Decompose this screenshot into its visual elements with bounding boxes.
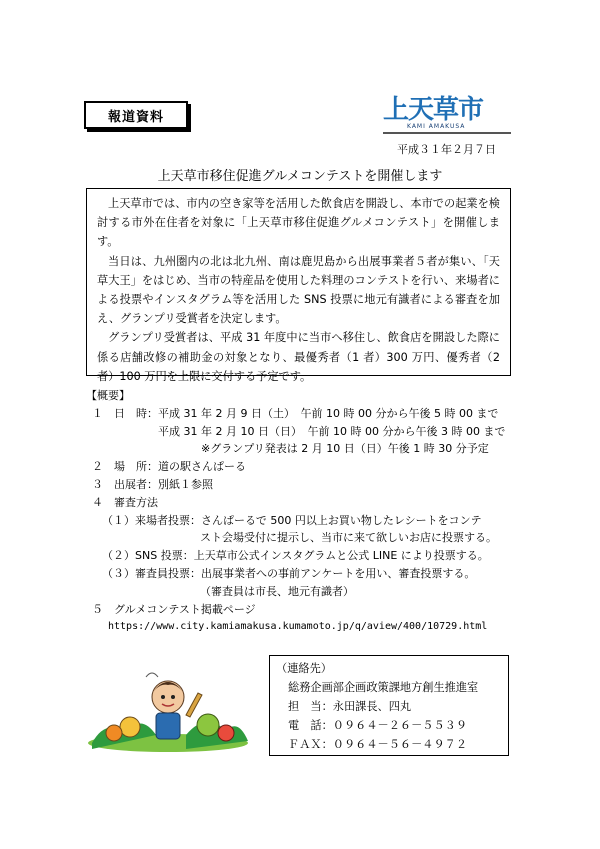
date-line-2: 平成 31 年 2 月 10 日（日） 午前 10 時 00 分から午後 3 時 00 まで: [158, 424, 506, 438]
judging-item-2: （２）SNS 投票：上天草市公式インスタグラムと公式 LINE により投票する。: [102, 549, 489, 563]
release-date: 平成３１年２月７日: [397, 143, 496, 156]
overview-heading: 【概要】: [86, 389, 130, 402]
city-logo: [383, 92, 505, 130]
contact-phone: 電 話：０９６４－２６－５５３９: [288, 719, 468, 732]
page-heading: ５ グルメコンテスト掲載ページ: [92, 602, 256, 616]
intro-box: [86, 188, 511, 383]
contact-fax: ＦＡＸ：０９６４－５６－４９７２: [288, 738, 468, 751]
logo-subtext: KAMI AMAKUSA: [407, 123, 466, 130]
judging-item-3: （３）審査員投票：出展事業者への事前アンケートを用い、審査投票する。: [102, 566, 476, 580]
contact-heading: （連絡先）: [276, 662, 332, 675]
mascot-illustration: [86, 663, 250, 753]
date-line-1: 平成 31 年 2 月 9 日（土） 午前 10 時 00 分から午後 5 時 00 まで: [158, 406, 499, 420]
intro-paragraph-2: 当日は、九州圏内の北は北九州、南は鹿児島から出展事業者５者が集い、「天草大王」をはじめ、当市の特産品を使用した料理のコンテストを行い、来場者による投票やインスタグラム等を活用した SNS 投票に地元有識者による審査を加え、グランプリ受賞者を決定します。: [97, 254, 500, 326]
contest-url-link[interactable]: https://www.city.kamiamakusa.kumamoto.jp/q/aview/400/10729.html: [108, 621, 488, 633]
logo-text: 上天草市: [383, 95, 484, 125]
logo-underline: [383, 132, 511, 134]
press-release-label: 報道資料: [84, 101, 188, 129]
place-row: ２ 場 所：道の駅さんぱーる: [92, 460, 246, 474]
judging-item-1-cont: スト会場受付に提示し、当市に来て欲しいお店に投票する。: [200, 531, 497, 545]
judging-heading: ４ 審査方法: [92, 495, 158, 509]
contact-person: 担 当：永田課長、四丸: [288, 700, 412, 713]
overview-section: [86, 387, 516, 636]
contact-box: [269, 655, 509, 756]
date-label: １ 日 時：: [92, 406, 158, 420]
judging-item-3-note: （審査員は市長、地元有識者）: [200, 584, 354, 598]
date-note: ※グランプリ発表は 2 月 10 日（日）午後 1 時 30 分予定: [201, 442, 489, 456]
contact-department: 総務企画部企画政策課地方創生推進室: [288, 681, 479, 694]
intro-paragraph-3: グランプリ受賞者は、平成 31 年度中に当市へ移住し、飲食店を開設した際に係る店舗改修の補助金の対象となり、最優秀者（1 者）300 万円、優秀者（2 者）100 万円を上限に交付する予定です。: [97, 331, 500, 383]
date-row: [92, 405, 522, 423]
exhibitors-row: ３ 出展者：別紙１参照: [92, 477, 213, 491]
intro-paragraph-1: 上天草市では、市内の空き家等を活用した飲食店を開設し、本市での起業を検討する市外在住者を対象に「上天草市移住促進グルメコンテスト」を開催します。: [97, 197, 500, 249]
page-title: 上天草市移住促進グルメコンテストを開催します: [157, 169, 443, 184]
judging-item-1: （１）来場者投票：さんぱーるで 500 円以上お買い物したレシートをコンテ: [102, 513, 482, 527]
